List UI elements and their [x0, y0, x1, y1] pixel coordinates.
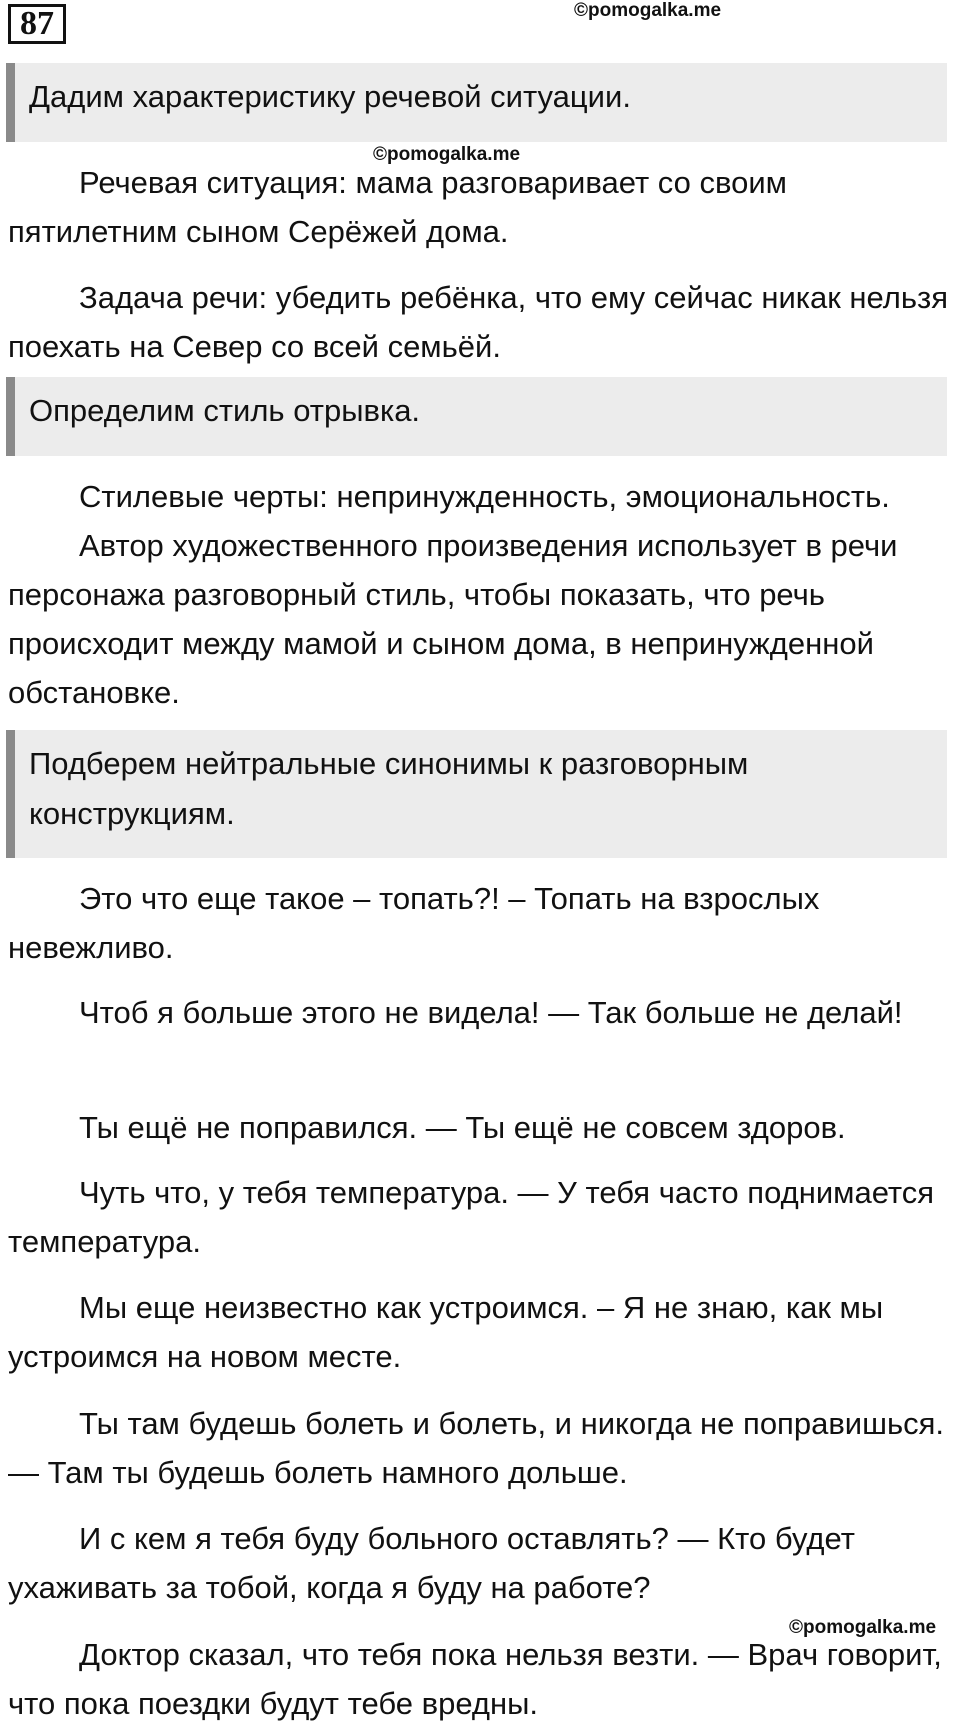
paragraph-speech-situation: Речевая ситуация: мама разговаривает со своим пятилетним сыном Серёжей дома. [8, 165, 787, 249]
section-heading-synonyms: Подберем нейтральные синонимы к разговорным конструкциям. [6, 730, 947, 858]
paragraph-author-style: Автор художественного произведения использует в речи персонажа разговорный стиль, чтобы показать, что речь происходит между мамой и сыном дома, в непринужденной обстановке. [8, 528, 898, 710]
synonym-pair-4: Чуть что, у тебя температура. — У тебя часто поднимается температура. [8, 1175, 935, 1259]
watermark-bottom: ©pomogalka.me [789, 1617, 937, 1638]
paragraph-speech-task: Задача речи: убедить ребёнка, что ему сейчас никак нельзя поехать на Север со всей семьёй. [8, 280, 948, 364]
watermark-top: ©pomogalka.me [574, 0, 722, 21]
synonym-pair-3: Ты ещё не поправился. — Ты ещё не совсем здоров. [79, 1110, 846, 1145]
task-number-badge: 87 [8, 4, 66, 44]
watermark-middle: ©pomogalka.me [373, 144, 521, 165]
synonym-pair-2: Чтоб я больше этого не видела! — Так больше не делай! [79, 995, 903, 1030]
synonym-pair-1: Это что еще такое – топать?! – Топать на взрослых невежливо. [8, 881, 820, 965]
section-heading-speech-situation: Дадим характеристику речевой ситуации. [6, 63, 947, 142]
synonym-pair-6: Ты там будешь болеть и болеть, и никогда не поправишься. — Там ты будешь болеть намного дольше. [8, 1406, 945, 1490]
synonym-pair-5: Мы еще неизвестно как устроимся. – Я не знаю, как мы устроимся на новом месте. [8, 1290, 884, 1374]
synonym-pair-7: И с кем я тебя буду больного оставлять? — Кто будет ухаживать за тобой, когда я буду на работе? [8, 1521, 855, 1605]
paragraph-style-features: Стилевые черты: непринужденность, эмоциональность. [79, 479, 890, 514]
synonym-pair-8: Доктор сказал, что тебя пока нельзя везти. — Врач говорит, что пока поездки будут тебе вредны. [8, 1637, 942, 1721]
section-heading-style: Определим стиль отрывка. [6, 377, 947, 456]
